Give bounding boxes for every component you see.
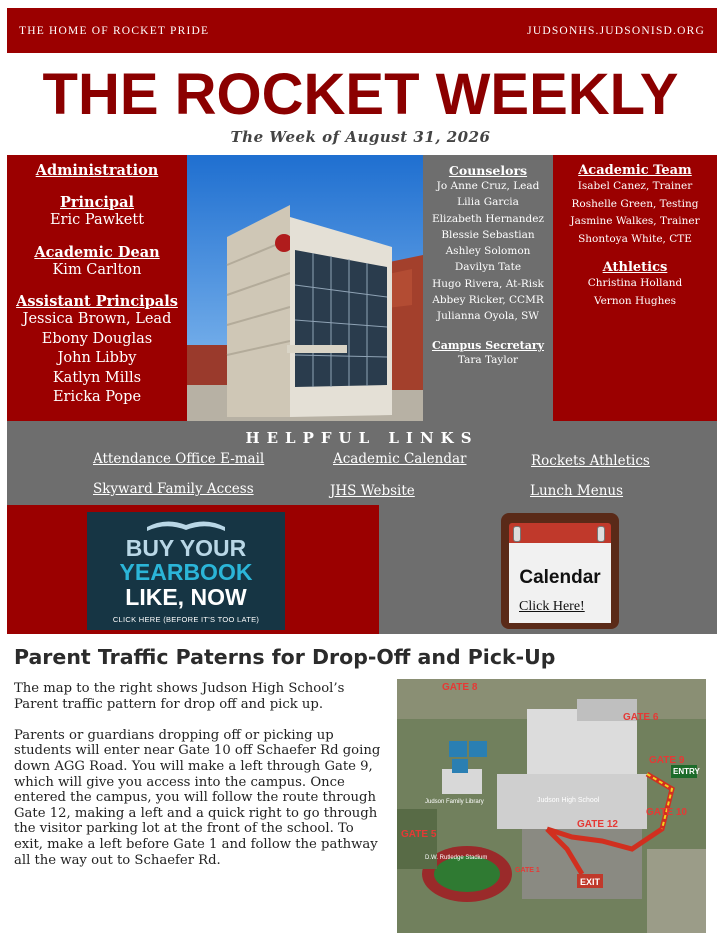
tagline: THE HOME OF ROCKET PRIDE	[19, 24, 210, 37]
secretary-heading: Campus Secretary	[431, 338, 545, 352]
counselor-name: Julianna Oyola, SW	[436, 310, 540, 323]
calendar-click-link[interactable]: Click Here!	[519, 599, 585, 614]
book-icon	[145, 517, 227, 533]
secretary-name: Tara Taylor	[457, 353, 519, 366]
traffic-description	[14, 681, 384, 884]
lunch-menus-link[interactable]: Lunch Menus	[530, 483, 624, 499]
athletics-heading: Athletics	[602, 260, 668, 275]
ap-name: Ericka Pope	[52, 389, 142, 405]
gate-label: GATE 12	[577, 819, 618, 830]
athletics-name: Vernon Hughes	[593, 294, 677, 307]
ring-icon	[513, 526, 521, 542]
academic-team-name: Jasmine Walkes, Trainer	[570, 215, 700, 227]
traffic-section-title: Parent Traffic Paterns for Drop-Off and Pick-Up	[14, 645, 556, 669]
gate-label: GATE 8	[442, 682, 478, 693]
helpful-links-heading: HELPFUL LINKS	[245, 429, 479, 447]
gate-label: GATE 1	[515, 867, 540, 874]
yearbook-panel	[7, 505, 379, 634]
ring-icon	[597, 526, 605, 542]
stadium-label: D.W. Rutledge Stadium	[425, 855, 488, 861]
calendar-button[interactable]	[501, 513, 619, 629]
academic-team-name: Shontoya White, CTE	[578, 232, 692, 245]
yearbook-line-1: BUY YOUR	[125, 535, 247, 561]
counselor-name: Ashley Solomon	[445, 245, 531, 258]
exit-label: EXIT	[580, 877, 601, 887]
dean-heading: Academic Dean	[34, 243, 160, 261]
counselor-name: Davilyn Tate	[454, 261, 522, 274]
traffic-paragraph-1: The map to the right shows Judson High School’s Parent traffic pattern for drop off and pick up.	[14, 681, 345, 712]
week-of-date: The Week of August 31, 2026	[230, 128, 491, 146]
dean-name: Kim Carlton	[52, 261, 142, 278]
ap-name: Katlyn Mills	[52, 369, 142, 386]
gate-label: GATE 9	[649, 755, 685, 766]
academic-calendar-link[interactable]: Academic Calendar	[333, 451, 467, 467]
principal-heading: Principal	[60, 194, 134, 211]
entry-label: ENTRY	[673, 767, 700, 776]
calendar-header	[509, 523, 611, 543]
calendar-page	[509, 543, 611, 623]
athletics-name: Christina Holland	[587, 277, 683, 289]
promo-row	[7, 505, 717, 634]
traffic-map	[397, 679, 706, 933]
calendar-label: Calendar	[519, 567, 601, 588]
counselors-heading: Counselors	[448, 163, 528, 178]
rockets-athletics-link[interactable]: Rockets Athletics	[531, 453, 650, 469]
yearbook-banner[interactable]	[87, 512, 285, 630]
counselor-name: Jo Anne Cruz, Lead	[436, 180, 540, 192]
academic-team-name: Roshelle Green, Testing	[571, 197, 699, 210]
counselors-column	[423, 155, 553, 421]
principal-name: Eric Pawkett	[49, 212, 145, 228]
school-label: Judson High School	[537, 797, 600, 804]
ap-name: Ebony Douglas	[41, 330, 153, 347]
academic-team-column	[553, 155, 717, 421]
academic-team-name: Isabel Canez, Trainer	[577, 180, 693, 192]
newsletter-title: THE ROCKET WEEKLY	[42, 62, 679, 127]
ap-name: Jessica Brown, Lead	[22, 311, 172, 327]
yearbook-line-3: LIKE, NOW	[125, 584, 247, 610]
attendance-email-link[interactable]: Attendance Office E-mail	[93, 451, 265, 467]
gate-label: GATE 6	[623, 712, 659, 723]
yearbook-cta[interactable]: CLICK HERE (BEFORE IT'S TOO LATE)	[112, 615, 260, 624]
gate-label: GATE 5	[401, 829, 437, 840]
calendar-panel	[379, 505, 717, 634]
administration-column	[7, 155, 187, 421]
counselor-name: Abbey Ricker, CCMR	[432, 294, 544, 307]
traffic-paragraph-2: Parents or guardians dropping off or picking up students will enter near Gate 10 off Schaefer Rd going down AGG Road. You will make a left through Gate 9, which will give you access into the campus. Once entered the campus, you will follow the route through Gate 12, making a left and a quick right to go through the visitor parking lot at the front of the school. To exit, make a left before Gate 1 and follow the pathway all the way out to Schaefer Rd.	[14, 727, 381, 868]
ap-heading: Assistant Principals	[16, 293, 178, 310]
counselor-name: Blessie Sebastian	[441, 228, 535, 241]
staff-directory	[7, 155, 717, 421]
counselor-name: Elizabeth Hernandez	[431, 212, 545, 225]
ap-name: John Libby	[57, 350, 137, 366]
administration-heading: Administration	[35, 162, 159, 179]
website-link[interactable]: JUDSONHS.JUDSONISD.ORG	[527, 24, 705, 37]
top-banner	[7, 8, 717, 53]
counselor-name: Lilia Garcia	[457, 196, 519, 209]
library-label: Judson Family Library	[425, 799, 484, 805]
gate-label: GATE 10	[646, 807, 687, 818]
counselor-name: Hugo Rivera, At-Risk	[432, 277, 544, 290]
academic-team-heading: Academic Team	[578, 163, 692, 178]
jhs-website-link[interactable]: JHS Website	[330, 483, 415, 499]
helpful-links-bar	[7, 421, 717, 505]
yearbook-line-2: YEARBOOK	[119, 559, 253, 585]
skyward-family-access-link[interactable]: Skyward Family Access	[93, 481, 254, 497]
school-building-photo	[187, 155, 423, 421]
